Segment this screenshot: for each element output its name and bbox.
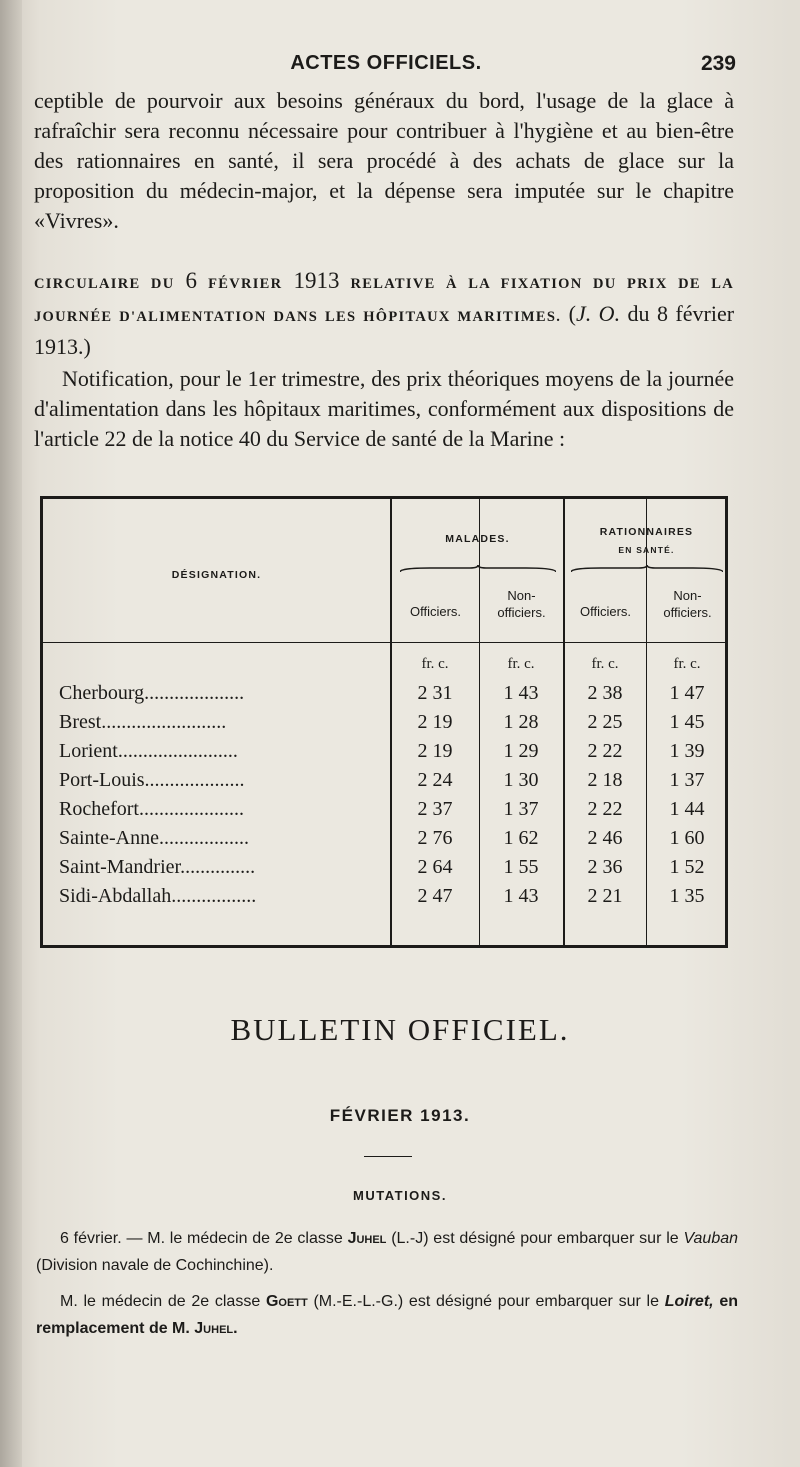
row-value: 1 62 [503, 827, 539, 849]
page-binding-shadow [0, 0, 22, 1467]
m1-ship: Vauban [683, 1230, 739, 1247]
row-value: 2 19 [417, 711, 453, 733]
circulaire-title-3: RELATIVE À LA FIXATION DU PRIX DE LA JOURNÉE D'ALIMENTATION DANS LES HÔPITAUX MARITIMES. [34, 276, 735, 325]
mutations-heading: MUTATIONS. [353, 1188, 447, 1203]
row-value: 2 22 [587, 740, 623, 762]
m1-name: Juhel [347, 1230, 387, 1247]
rationnaires-header [565, 523, 728, 559]
row-value: 2 18 [587, 769, 623, 791]
table-row [43, 769, 725, 798]
row-value: 1 28 [503, 711, 539, 733]
table-row [43, 740, 725, 769]
row-value: 1 39 [669, 740, 705, 762]
bulletin-month: FÉVRIER 1913. [329, 1106, 471, 1125]
unit-label: fr. c. [421, 656, 449, 672]
row-value: 1 44 [669, 798, 705, 820]
jo-ref-open: ( [568, 301, 576, 326]
rationnaires-brace [571, 565, 723, 573]
jo-ref-italic: J. O. [575, 301, 621, 326]
page-number: 239 [700, 52, 736, 75]
notification-paragraph: Notification, pour le 1er trimestre, des prix théoriques moyens de la journée d'alimentation dans les hôpitaux maritimes, conformément aux dispositions de l'article 22 de la notice 40 du Service de santé de la Marine : [34, 366, 734, 451]
circulaire-title-1: CIRCULAIRE DU [34, 276, 175, 292]
col-non-label-2: officiers. [497, 605, 546, 620]
row-name: Lorient........................ [59, 740, 238, 762]
row-value: 2 22 [587, 798, 623, 820]
circulaire-heading [34, 266, 734, 362]
mutation-entry-1 [36, 1225, 738, 1279]
row-name: Port-Louis.................... [59, 769, 245, 791]
row-value: 1 60 [669, 827, 705, 849]
row-value: 1 37 [503, 798, 539, 820]
col-rationnaires-officiers: Officiers. [579, 604, 632, 619]
circulaire-year: 1913 [293, 268, 340, 293]
running-header [36, 52, 736, 82]
table-row [43, 682, 725, 711]
jo-ref-rest: du 8 février 1913.) [34, 301, 735, 359]
section-rule [364, 1156, 412, 1157]
table-row [43, 711, 725, 740]
m2-text-c: en remplacement de M. [36, 1293, 738, 1337]
bulletin-title: BULLETIN OFFICIEL. [230, 1012, 570, 1047]
row-value: 2 36 [587, 856, 623, 878]
table-header-rule [43, 642, 725, 643]
circulaire-day: 6 [185, 268, 198, 293]
circulaire-month: FÉVRIER [208, 276, 283, 292]
row-value: 1 29 [503, 740, 539, 762]
row-value: 1 37 [669, 769, 705, 791]
malades-brace [400, 565, 556, 573]
rationnaires-header-line1: RATIONNAIRES [599, 526, 694, 538]
col-rationnaires-non-officiers [647, 587, 728, 621]
row-value: 1 43 [503, 682, 539, 704]
row-value: 1 30 [503, 769, 539, 791]
col-malades-non-officiers [480, 587, 563, 621]
m2-ship: Loiret, [664, 1293, 714, 1310]
row-value: 2 38 [587, 682, 623, 704]
row-value: 1 35 [669, 885, 705, 907]
m1-text-b: (L.-J) est désigné pour embarquer sur le [391, 1230, 679, 1247]
row-value: 2 64 [417, 856, 453, 878]
unit-label: fr. c. [591, 656, 619, 672]
unit-label: fr. c. [673, 656, 701, 672]
row-value: 1 47 [669, 682, 705, 704]
mutation-entry-2 [36, 1288, 738, 1342]
row-value: 2 31 [417, 682, 453, 704]
table-row [43, 856, 725, 885]
row-value: 1 43 [503, 885, 539, 907]
prices-table [40, 496, 728, 948]
row-name: Saint-Mandrier............... [59, 856, 256, 878]
m1-text-a: 6 février. — M. le médecin de 2e classe [60, 1230, 343, 1247]
row-value: 2 19 [417, 740, 453, 762]
m2-text-b: (M.-E.-L.-G.) est désigné pour embarquer sur le [313, 1293, 659, 1310]
row-value: 1 52 [669, 856, 705, 878]
intro-paragraph: ceptible de pourvoir aux besoins généraux du bord, l'usage de la glace à rafraîchir sera reconnu nécessaire pour contribuer à l'hygiène et au bien-être des rationnaires en santé, il sera procédé à des achats de glace sur la proposition du médecin-major, et la dépense sera imputée sur le chapitre «Vivres». [34, 88, 734, 233]
malades-header: MALADES. [445, 533, 510, 545]
col-malades-officiers: Officiers. [409, 604, 462, 619]
row-name: Brest......................... [59, 711, 227, 733]
row-value: 2 47 [417, 885, 453, 907]
col-non-label-1: Non- [673, 588, 702, 603]
designation-header: DÉSIGNATION. [171, 569, 262, 581]
rationnaires-header-line2: EN SANTÉ. [618, 545, 675, 555]
row-value: 1 55 [503, 856, 539, 878]
unit-label: fr. c. [507, 656, 535, 672]
header-title: ACTES OFFICIELS. [290, 52, 482, 74]
row-name: Rochefort..................... [59, 798, 244, 820]
row-name: Sidi-Abdallah................. [59, 885, 257, 907]
col-non-label-2: officiers. [663, 605, 712, 620]
table-row [43, 885, 725, 914]
row-value: 2 37 [417, 798, 453, 820]
row-value: 2 24 [417, 769, 453, 791]
row-name: Cherbourg.................... [59, 682, 245, 704]
col-non-label-1: Non- [507, 588, 536, 603]
row-value: 2 21 [587, 885, 623, 907]
m2-name2: Juhel. [194, 1320, 238, 1337]
m2-text-a: M. le médecin de 2e classe [60, 1293, 261, 1310]
row-value: 2 25 [587, 711, 623, 733]
m2-name: Goett [265, 1293, 308, 1310]
row-name: Sainte-Anne.................. [59, 827, 249, 849]
row-value: 1 45 [669, 711, 705, 733]
m1-text-c: (Division navale de Cochinchine). [36, 1257, 274, 1274]
table-row [43, 798, 725, 827]
row-value: 2 76 [417, 827, 453, 849]
row-value: 2 46 [587, 827, 623, 849]
table-row [43, 827, 725, 856]
